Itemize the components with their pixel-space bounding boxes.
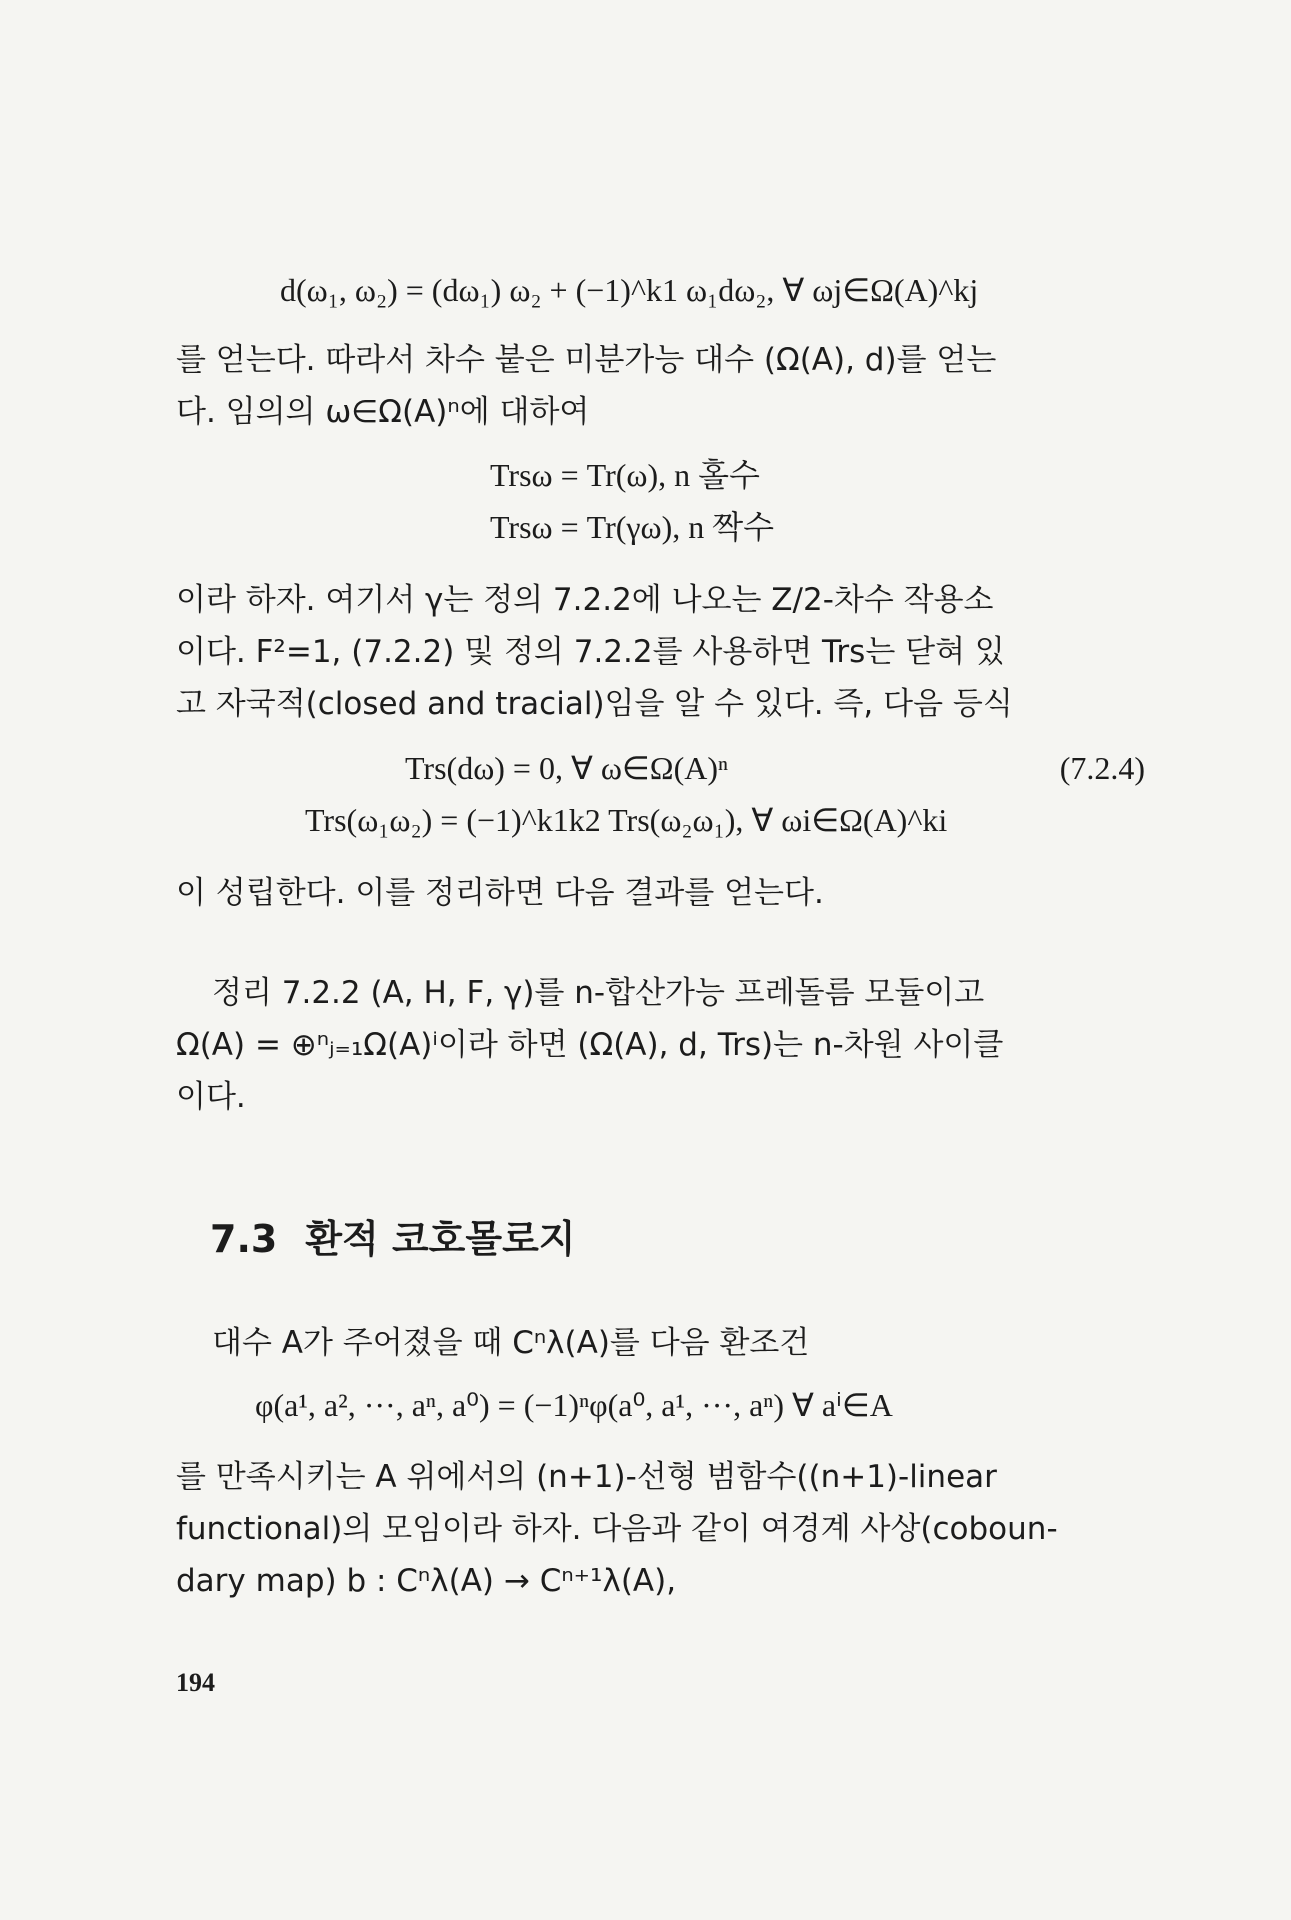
equation-differential: d(ω₁, ω₂) = (dω₁) ω₂ + (−1)^k1 ω₁dω₂, ∀ ωj∈Ω(A)^kj	[280, 272, 979, 308]
paragraph-line: 이라 하자. 여기서 γ는 정의 7.2.2에 나오는 Z/2-차수 작용소	[176, 582, 994, 618]
page-number: 194	[176, 1668, 215, 1697]
section-title: 환적 코호몰로지	[305, 1217, 576, 1261]
paragraph-line: 대수 A가 주어졌을 때 Cⁿλ(A)를 다음 환조건	[212, 1325, 810, 1361]
paragraph-line: 이다. F²=1, (7.2.2) 및 정의 7.2.2를 사용하면 Trs는 닫혀 있	[176, 634, 1005, 670]
paragraph-line: 이 성립한다. 이를 정리하면 다음 결과를 얻는다.	[176, 875, 824, 911]
section-number: 7.3	[210, 1217, 278, 1261]
theorem-line: 이다.	[176, 1079, 246, 1115]
paragraph-line: dary map) b : Cⁿλ(A) → Cⁿ⁺¹λ(A),	[176, 1563, 677, 1599]
paragraph-line: functional)의 모임이라 하자. 다음과 같이 여경계 사상(coboun-	[176, 1511, 1058, 1547]
paragraph-line: 고 자국적(closed and tracial)임을 알 수 있다. 즉, 다음 등식	[176, 686, 1013, 722]
equation-number: (7.2.4)	[1059, 750, 1145, 786]
equation-trace-even: Trsω = Tr(γω), n 짝수	[490, 509, 775, 545]
equation-cyclic-condition: φ(a¹, a², ···, aⁿ, a⁰) = (−1)ⁿφ(a⁰, a¹, ···, aⁿ) ∀ aⁱ∈A	[255, 1387, 893, 1423]
equation-tracial: Trs(ω₁ω₂) = (−1)^k1k2 Trs(ω₂ω₁), ∀ ωi∈Ω(A)^ki	[305, 802, 948, 838]
theorem-line: 정리 7.2.2 (A, H, F, γ)를 n-합산가능 프레돌름 모듈이고	[212, 975, 985, 1011]
paragraph-line: 를 얻는다. 따라서 차수 붙은 미분가능 대수 (Ω(A), d)를 얻는	[176, 342, 997, 378]
theorem-line: Ω(A) = ⊕ⁿⱼ₌₁Ω(A)ⁱ이라 하면 (Ω(A), d, Trs)는 n-차원 사이클	[176, 1027, 1004, 1063]
section-heading	[210, 1208, 576, 1263]
equation-closed-body: Trs(dω) = 0, ∀ ω∈Ω(A)ⁿ	[405, 750, 729, 786]
paragraph-line: 를 만족시키는 A 위에서의 (n+1)-선형 범함수((n+1)-linear	[176, 1459, 997, 1495]
equation-trace-odd: Trsω = Tr(ω), n 홀수	[490, 457, 760, 493]
equation-closed	[405, 748, 1145, 788]
paragraph-line: 다. 임의의 ω∈Ω(A)ⁿ에 대하여	[176, 394, 590, 430]
